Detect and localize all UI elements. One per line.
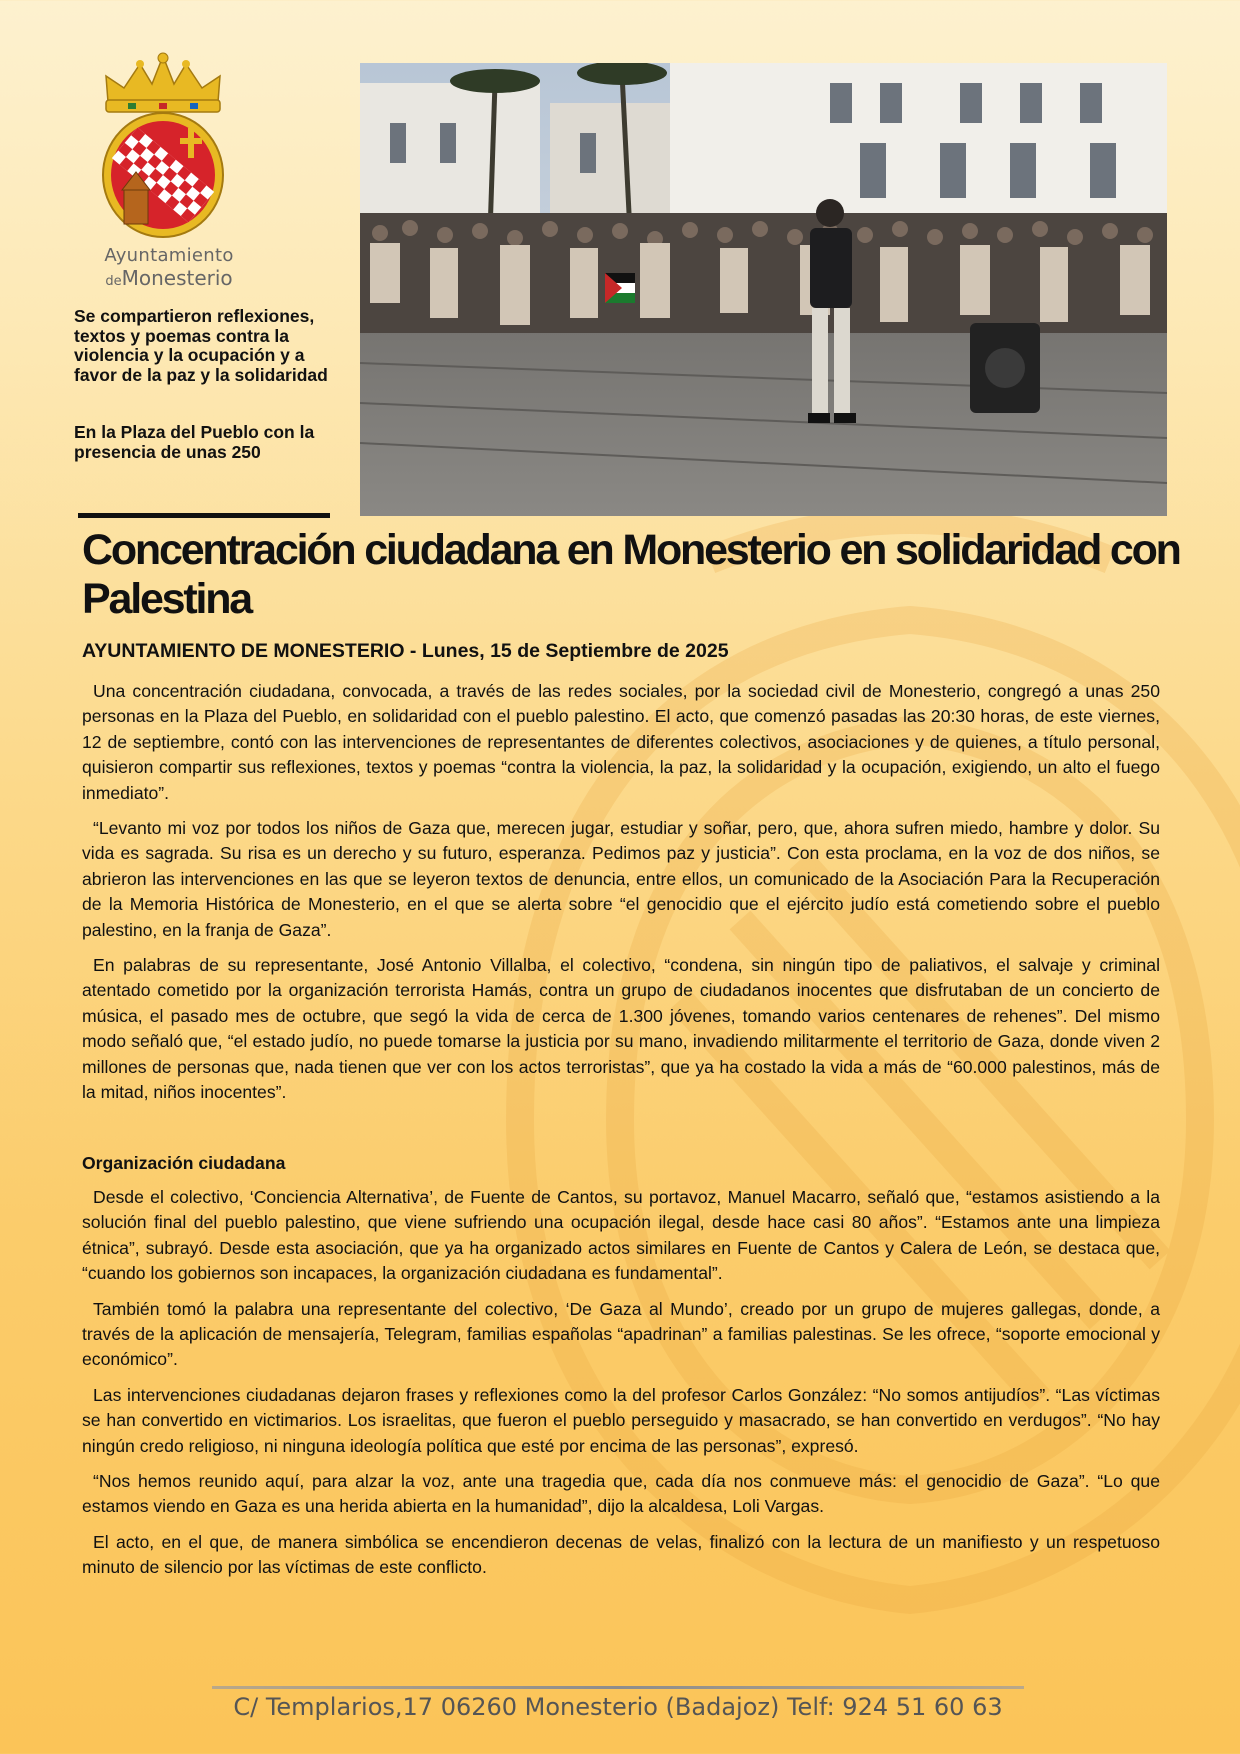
ayuntamiento-logo [88,50,238,295]
crest-icon [88,50,238,240]
footer-address: C/ Templarios,17 06260 Monesterio (Badajoz) Telf: 924 51 60 63 [233,1693,1003,1721]
article-paragraph: En palabras de su representante, José Antonio Villalba, el colectivo, “condena, sin ningún tipo de paliativos, el salvaje y criminal atentado cometido por la organización terrorista Hamás, contra un grupo de ciudadanos inocentes que disfrutaban de un concierto de música, el pasado mes de octubre, que segó la vida de cerca de 1.300 jóvenes, tomando varios centenares de rehenes”. Del mismo modo señaló que, “el estado judío, no puede tomarse la justicia por su mano, invadiendo militarmente el territorio de Gaza, donde viven 2 millones de personas que, nada tienen que ver con los actos terroristas”, que ya ha costado la vida a más de “60.000 palestinos, más de la mitad, niños inocentes”. [82,955,1160,1103]
article-paragraph: El acto, en el que, de manera simbólica se encendieron decenas de velas, finalizó con la lectura de un manifiesto y un respetuoso minuto de silencio por las víctimas de este conflicto. [82,1531,1160,1578]
sidebar-note-plaza: En la Plaza del Pueblo con la presencia de unas 250 [74,422,315,462]
article-paragraph: Desde el colectivo, ‘Conciencia Alternativa’, de Fuente de Cantos, su portavoz, Manuel Macarro, señaló que, “estamos asistiendo a la solución final del pueblo palestino, que viene sufriendo una ocupación ilegal, desde hace casi 80 años”. “Estamos ante una limpieza étnica”, subrayó. Desde esta asociación, que ya ha organizado actos similares en Fuente de Cantos y Calera de León, se destaca que, “cuando los gobiernos son incapaces, la organización ciudadana es fundamental”. [82,1186,1160,1284]
article-paragraph: “Nos hemos reunido aquí, para alzar la voz, ante una tragedia que, cada día nos conmueve más: el genocidio de Gaza”. “Lo que estamos viendo en Gaza es una herida abierta en la humanidad”, dijo la alcaldesa, Loli Vargas. [82,1470,1160,1517]
article-headline: Concentración ciudadana en Monesterio en solidaridad con Palestina [82,526,1180,623]
article-paragraph: Una concentración ciudadana, convocada, a través de las redes sociales, por la sociedad civil de Monesterio, congregó a unas 250 personas en la Plaza del Pueblo, en solidaridad con el pueblo palestino. El acto, que comenzó pasadas las 20:30 horas, de este viernes, 12 de septiembre, contó con las intervenciones de representantes de diferentes colectivos, asociaciones y de quienes, a título personal, quisieron compartir sus reflexiones, textos y poemas “contra la violencia, la paz, la solidaridad y la ocupación, exigiendo, un alto el fuego inmediato”. [82,681,1160,803]
logo-text-ayuntamiento: Ayuntamiento [104,245,234,266]
article-body [82,679,1160,1591]
logo-text-monesterio: deMonesterio [105,266,233,290]
article-paragraph: También tomó la palabra una representante del colectivo, ‘De Gaza al Mundo’, creado por un grupo de mujeres gallegas, donde, a través de la aplicación de mensajería, Telegram, familias españolas “apadrinan” a familias palestinas. Se les ofrece, “soporte emocional y económico”. [82,1298,1160,1370]
article-subheading: Organización ciudadana [82,1152,286,1173]
article-paragraph: Las intervenciones ciudadanas dejaron frases y reflexiones como la del profesor Carlos González: “No somos antijudíos”. “Las víctimas se han convertido en victimarios. Los israelitas, que fueron el pueblo perseguido y masacrado, se han convertido en verdugos”. “No hay ningún credo religioso, ni ninguna ideología política que esté por encima de las personas”, expresó. [82,1384,1160,1456]
event-photo [360,63,1167,516]
article-byline: AYUNTAMIENTO DE MONESTERIO - Lunes, 15 de Septiembre de 2025 [82,640,729,662]
sidebar-note-reflexiones: Se compartieron reflexiones, textos y poemas contra la violencia y la ocupación y a favor de la paz y la solidaridad [74,306,328,385]
headline-rule [78,513,330,518]
article-paragraph: “Levanto mi voz por todos los niños de Gaza que, merecen jugar, estudiar y soñar, pero, que, ahora sufren miedo, hambre y dolor. Su vida es sagrada. Su risa es un derecho y su futuro, esperanza. Pedimos paz y justicia”. Con esta proclama, en la voz de dos niños, se abrieron las intervenciones en las que se leyeron textos de denuncia, entre ellos, un comunicado de la Asociación Para la Recuperación de la Memoria Histórica de Monesterio, en el que se alerta sobre “el genocidio que el ejército judío está cometiendo sobre el pueblo palestino, en la franja de Gaza”. [82,818,1160,940]
footer-rule [212,1686,1024,1689]
